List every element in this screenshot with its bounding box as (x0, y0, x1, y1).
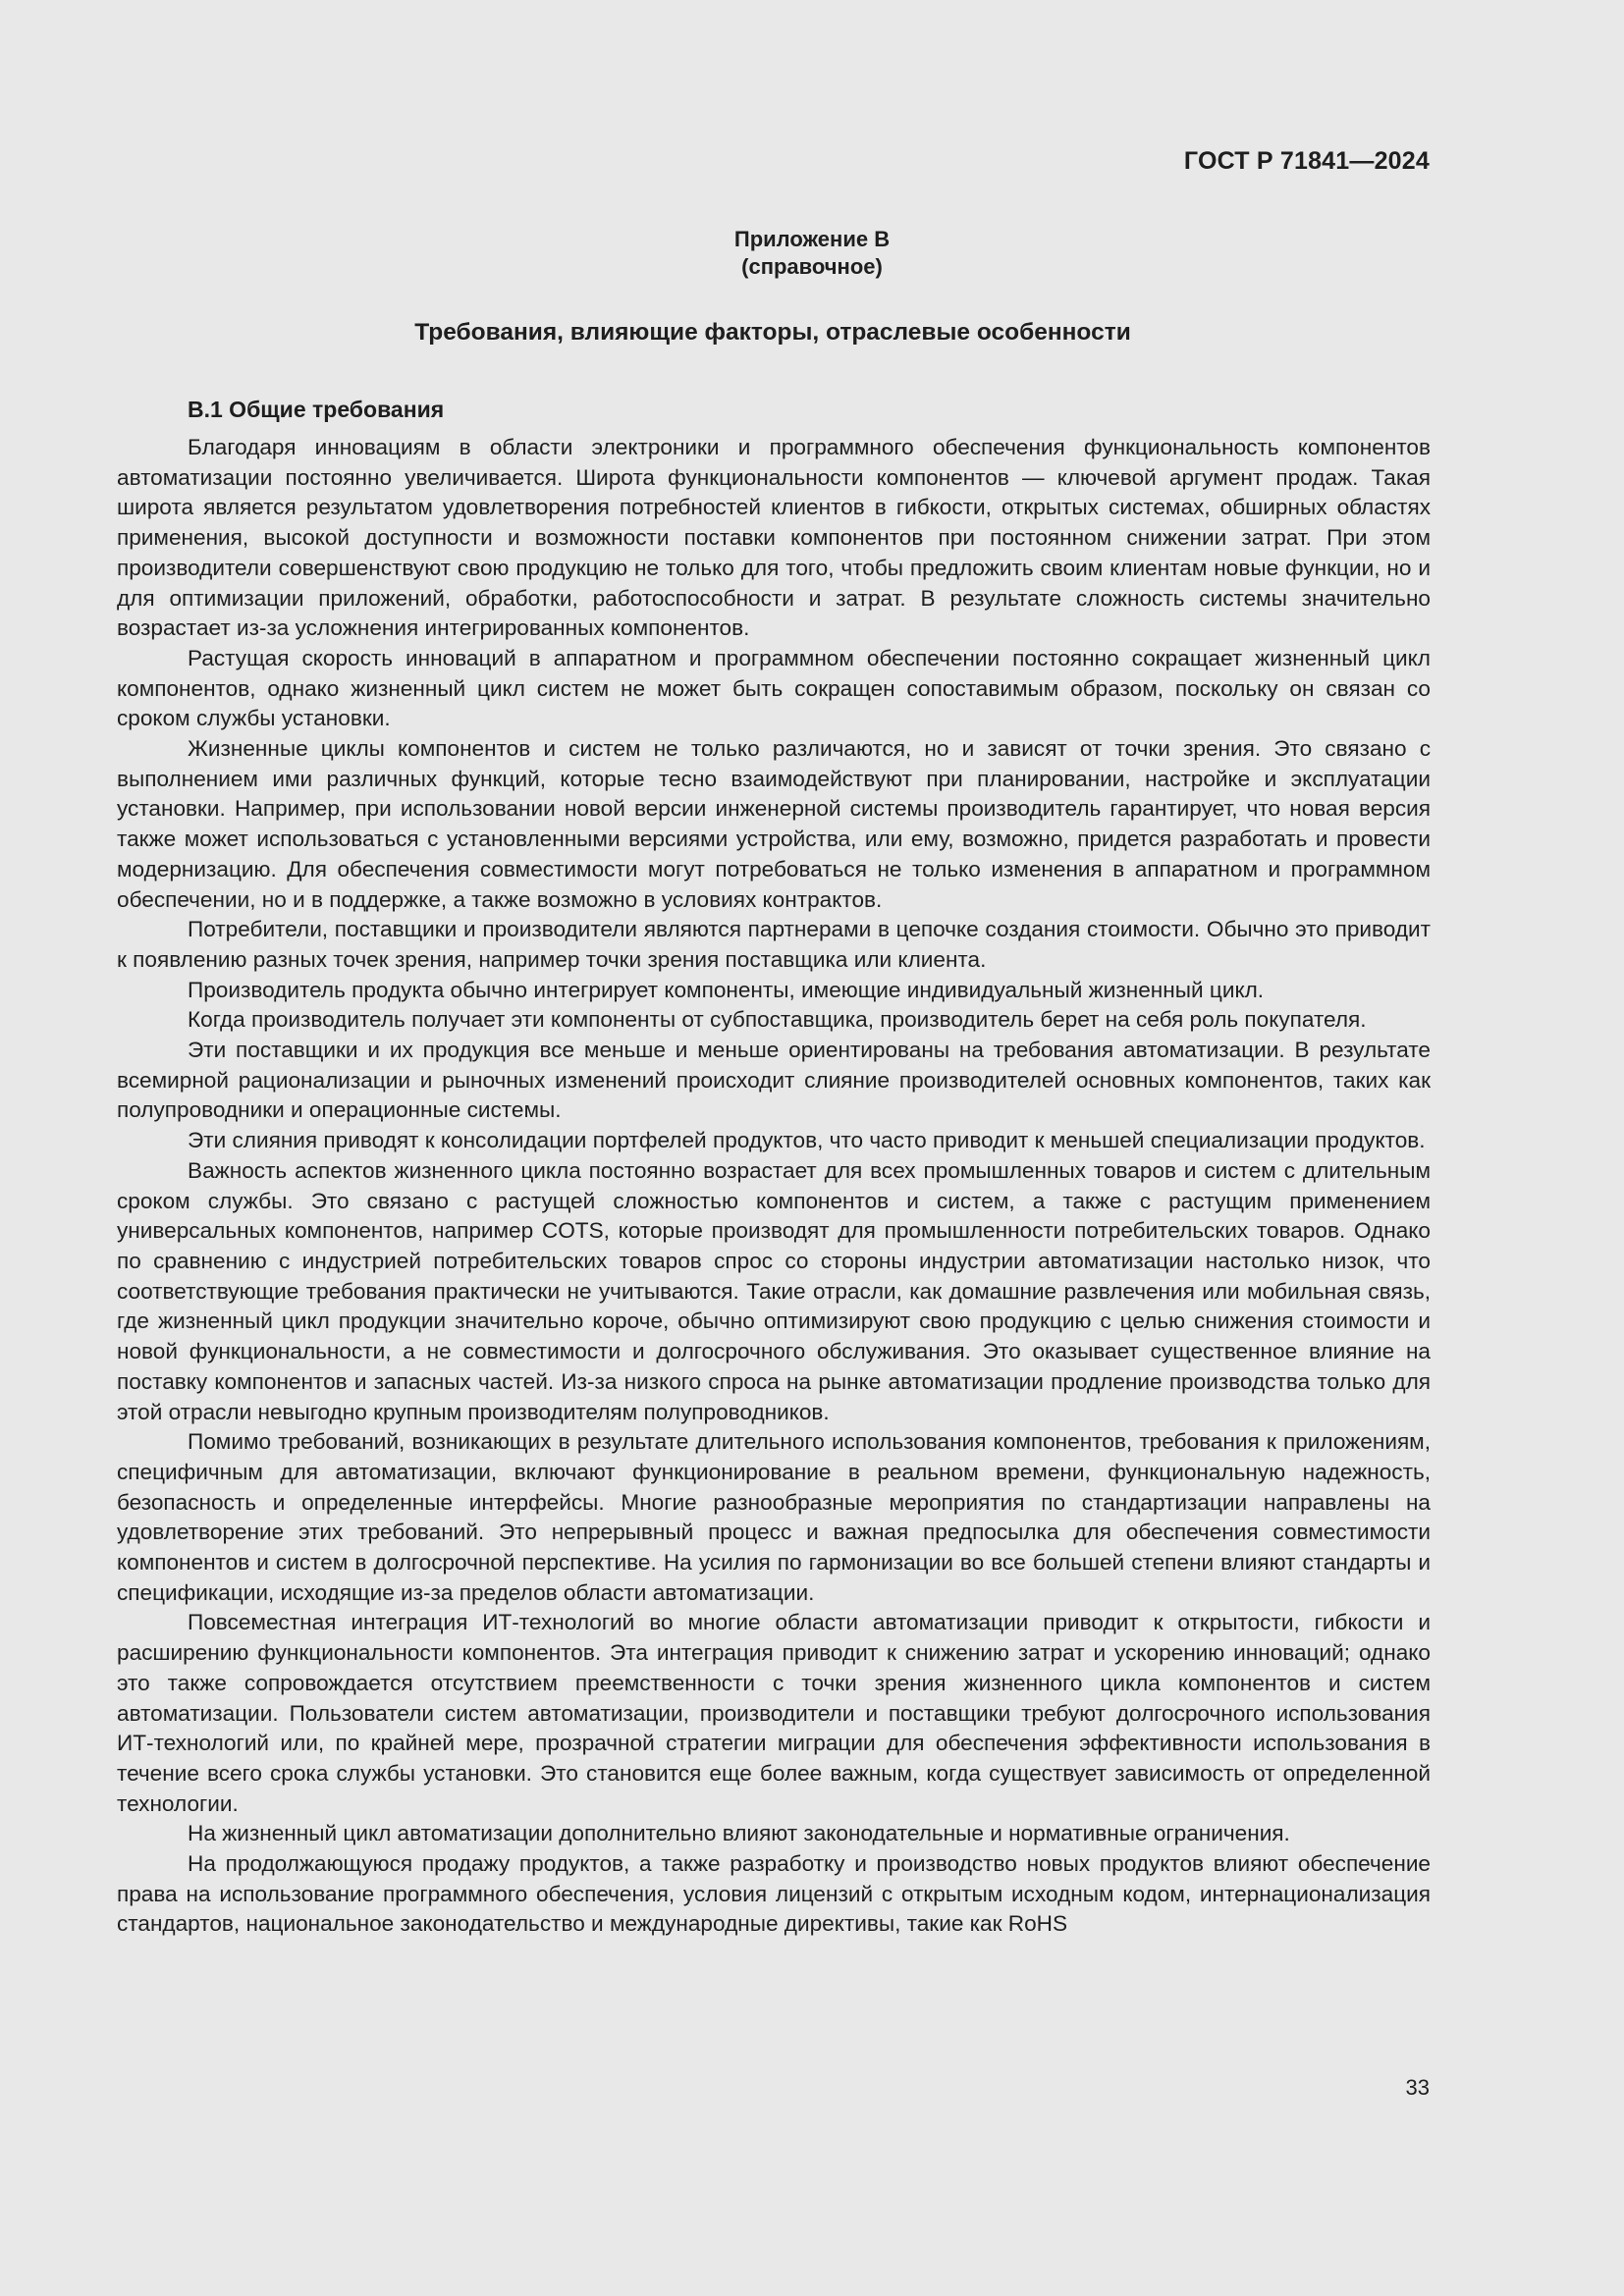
paragraph: Важность аспектов жизненного цикла постоянно возрастает для всех промышленных товаров и систем с длительным сроком службы. Это связано с растущей сложностью компонентов и систем, а также с растущим применением универсальных компонентов, например COTS, которые производят для промышленности потребительских товаров. Однако по сравнению с индустрией потребительских товаров спрос со стороны индустрии автоматизации настолько низок, что соответствующие требования практически не учитываются. Такие отрасли, как домашние развлечения или мобильная связь, где жизненный цикл продукции значительно короче, обычно оптимизируют свою продукцию с целью снижения стоимости и новой функциональности, а не совместимости и долгосрочного обслуживания. Это оказывает существенное влияние на поставку компонентов и запасных частей. Из-за низкого спроса на рынке автоматизации продление производства только для этой отрасли невыгодно крупным производителям полупроводников. (117, 1157, 1431, 1424)
document-code: ГОСТ Р 71841—2024 (1183, 147, 1430, 175)
paragraph: Эти поставщики и их продукция все меньше и меньше ориентированы на требования автоматизации. В результате всемирной рационализации и рыночных изменений происходит слияние производителей основных компонентов, таких как полупроводники и операционные системы. (117, 1038, 1431, 1123)
paragraph: Эти слияния приводят к консолидации портфелей продуктов, что часто приводит к меньшей специализации продуктов. (188, 1128, 1426, 1153)
paragraph: Жизненные циклы компонентов и систем не только различаются, но и зависят от точки зрения. Это связано с выполнением ими различных функций, которые тесно взаимодействуют при планировании, настройке и эксплуатации установки. Например, при использовании новой версии инженерной системы производитель гарантирует, что новая версия также может использоваться с установленными версиями устройства, или ему, возможно, придется разработать и провести модернизацию. Для обеспечения совместимости могут потребоваться не только изменения в аппаратном и программном обеспечении, но и в поддержке, а также возможно в условиях контрактов. (117, 736, 1431, 912)
section-body (117, 395, 1431, 1940)
appendix-heading (0, 226, 1624, 281)
appendix-note: (справочное) (741, 254, 883, 279)
paragraph: Потребители, поставщики и производители являются партнерами в цепочке создания стоимости. Обычно это приводит к появлению разных точек зрения, например точки зрения поставщика или клиента. (117, 917, 1431, 972)
paragraph: Повсеместная интеграция ИТ-технологий во многие области автоматизации приводит к открытости, гибкости и расширению функциональности компонентов. Эта интеграция приводит к снижению затрат и ускорению инноваций; однако это также сопровождается отсутствием преемственности с точки зрения жизненного цикла компонентов и систем автоматизации. Пользователи систем автоматизации, производители и поставщики требуют долгосрочного использования ИТ-технологий или, по крайней мере, прозрачной стратегии миграции для обеспечения эффективности использования в течение всего срока службы установки. Это становится еще более важным, когда существует зависимость от определенной технологии. (117, 1610, 1431, 1816)
paragraph: Растущая скорость инноваций в аппаратном и программном обеспечении постоянно сокращает жизненный цикл компонентов, однако жизненный цикл систем не может быть сокращен сопоставимым образом, поскольку он связан со сроком службы установки. (117, 645, 1431, 731)
page-number: 33 (1405, 2075, 1430, 2100)
section-heading: В.1 Общие требования (188, 397, 445, 422)
appendix-title: Требования, влияющие факторы, отраслевые особенности (414, 319, 1131, 346)
paragraph: На жизненный цикл автоматизации дополнительно влияют законодательные и нормативные ограничения. (188, 1821, 1290, 1846)
paragraph: На продолжающуюся продажу продуктов, а также разработку и производство новых продуктов влияют обеспечение права на использование программного обеспечения, условия лицензий с открытым исходным кодом, интернационализация стандартов, национальное законодательство и международные директивы, такие как RoHS (117, 1851, 1431, 1937)
paragraph: Производитель продукта обычно интегрирует компоненты, имеющие индивидуальный жизненный цикл. (188, 977, 1265, 1002)
paragraph: Благодаря инновациям в области электроники и программного обеспечения функциональность компонентов автоматизации постоянно увеличивается. Широта функциональности компонентов — ключевой аргумент продаж. Такая широта является результатом удовлетворения потребностей клиентов в гибкости, открытых системах, обширных областях применения, высокой доступности и возможности поставки компонентов при постоянном снижении затрат. При этом производители совершенствуют свою продукцию не только для того, чтобы предложить своим клиентам новые функции, но и для оптимизации приложений, обработки, работоспособности и затрат. В результате сложность системы значительно возрастает из-за усложнения интегрированных компонентов. (117, 435, 1431, 641)
paragraph: Помимо требований, возникающих в результате длительного использования компонентов, требования к приложениям, специфичным для автоматизации, включают функционирование в реальном времени, функциональную надежность, безопасность и определенные интерфейсы. Многие разнообразные мероприятия по стандартизации направлены на удовлетворение этих требований. Это непрерывный процесс и важная предпосылка для обеспечения совместимости компонентов и систем в долгосрочной перспективе. На усилия по гармонизации во все большей степени влияют стандарты и спецификации, исходящие из-за пределов области автоматизации. (117, 1429, 1431, 1605)
appendix-label: Приложение В (733, 227, 891, 251)
paragraph: Когда производитель получает эти компоненты от субпоставщика, производитель берет на себя роль покупателя. (188, 1007, 1367, 1033)
